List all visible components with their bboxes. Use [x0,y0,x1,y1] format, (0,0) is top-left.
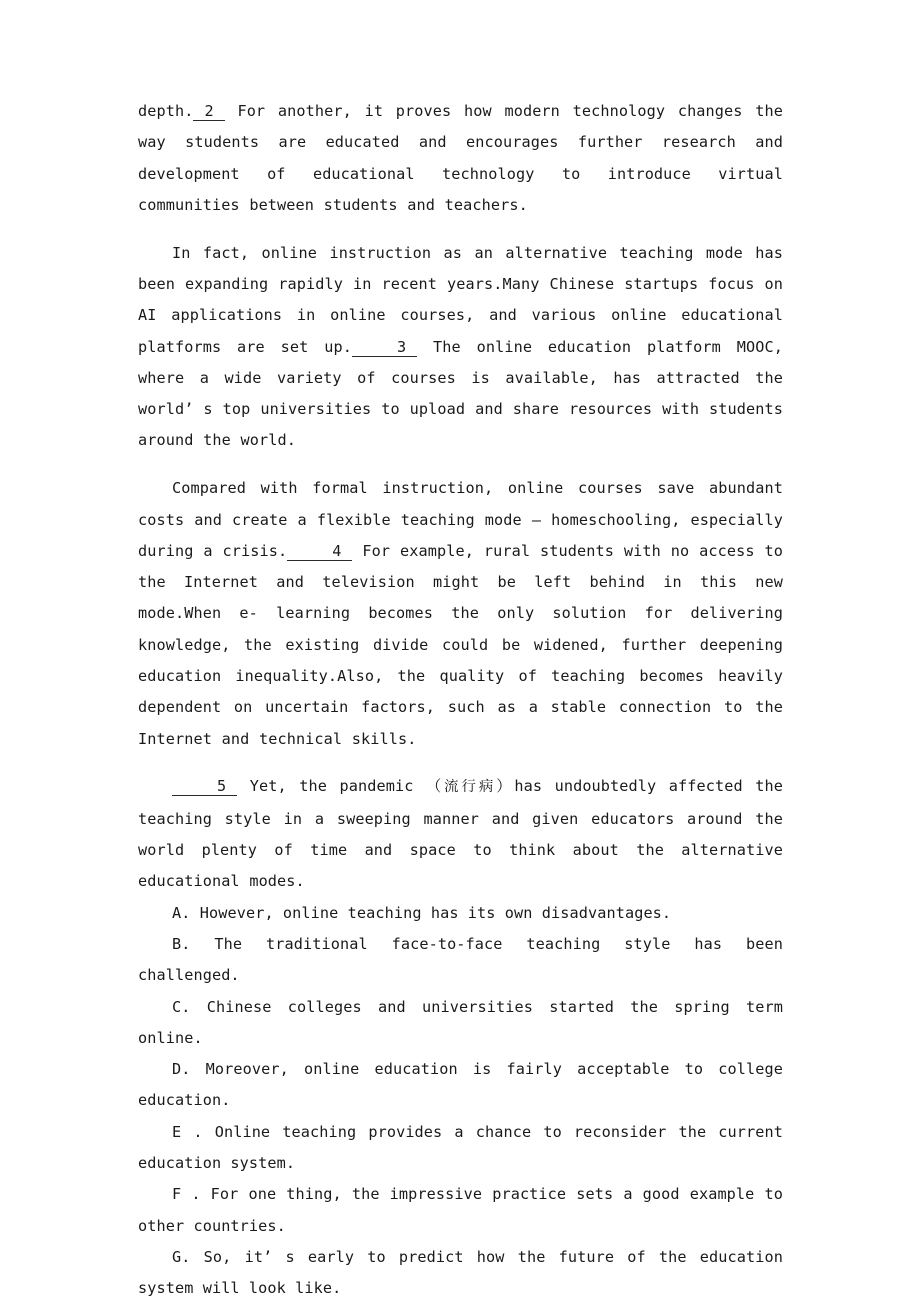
paragraph-text: Compared with formal instruction, online courses save abundant costs and create a flexible teaching mode — homeschooling, especially during a crisis. [138,479,783,560]
paragraph-text: For example, rural students with no access to the Internet and television might be left behind in this new mode.When e- learning becomes the only solution for delivering knowledge, the existing divide could be widened, further deepening education inequality.Also, the quality of teaching becomes heavily dependent on uncertain factors, such as a stable connection to the Internet and technical skills. [138,541,783,748]
option-text: However, online teaching has its own disadvantages. [190,903,672,922]
answer-blank-2[interactable]: 2 [193,104,224,121]
paragraph-text: ）has undoubtedly affected the teaching style in a sweeping manner and given educators around the world plenty of time and space to think about the alternative educational modes. [138,777,783,891]
option-letter: G. [172,1247,191,1266]
option-letter: A. [172,903,191,922]
option-d[interactable] [138,1054,783,1117]
option-letter: D. [172,1060,191,1079]
option-f[interactable] [138,1179,783,1242]
option-letter: F . [172,1185,201,1204]
option-a[interactable] [138,898,783,929]
paragraph [138,473,783,755]
chinese-gloss: 流行病 [444,779,497,796]
option-text: The traditional face-to-face teaching style has been challenged. [138,934,783,985]
option-text: Chinese colleges and universities started the spring term online. [138,997,783,1047]
paragraph [138,96,783,221]
option-b[interactable] [138,929,783,992]
answer-blank-3[interactable]: 3 [352,340,417,357]
document-page [138,96,783,1304]
paragraph-list [138,96,783,898]
paragraph-text: For another, it proves how modern technology changes the way students are educated and encourages further research and development of educational technology to introduce virtual communities between students and teachers. [138,102,783,214]
answer-blank-5[interactable]: 5 [172,779,237,796]
option-list [138,898,783,1304]
option-letter: C. [172,997,191,1016]
option-text: Online teaching provides a chance to reconsider the current education system. [138,1122,784,1172]
paragraph-text: The online education platform MOOC, where a wide variety of courses is available, has attracted the world’ s top universities to upload and share resources with students around the world. [138,337,783,450]
option-text: Moreover, online education is fairly acceptable to college education. [138,1060,783,1110]
option-letter: B. [172,934,191,953]
paragraph [138,771,783,897]
answer-blank-4[interactable]: 4 [287,544,352,561]
paragraph-text: In fact, online instruction as an alternative teaching mode has been expanding rapidly in recent years.Many Chinese startups focus on AI applications in online courses, and various online educational platforms are set up. [138,243,783,356]
option-g[interactable] [138,1242,783,1304]
option-text: So, it’ s early to predict how the future of the education system will look like. [138,1247,783,1298]
option-e[interactable] [138,1117,783,1180]
paragraph [138,238,783,457]
option-text: For one thing, the impressive practice sets a good example to other countries. [138,1185,783,1235]
option-letter: E . [172,1122,203,1141]
option-c[interactable] [138,992,783,1055]
paragraph-text: depth. [138,102,194,120]
paragraph-text: Yet, the pandemic （ [237,777,445,796]
